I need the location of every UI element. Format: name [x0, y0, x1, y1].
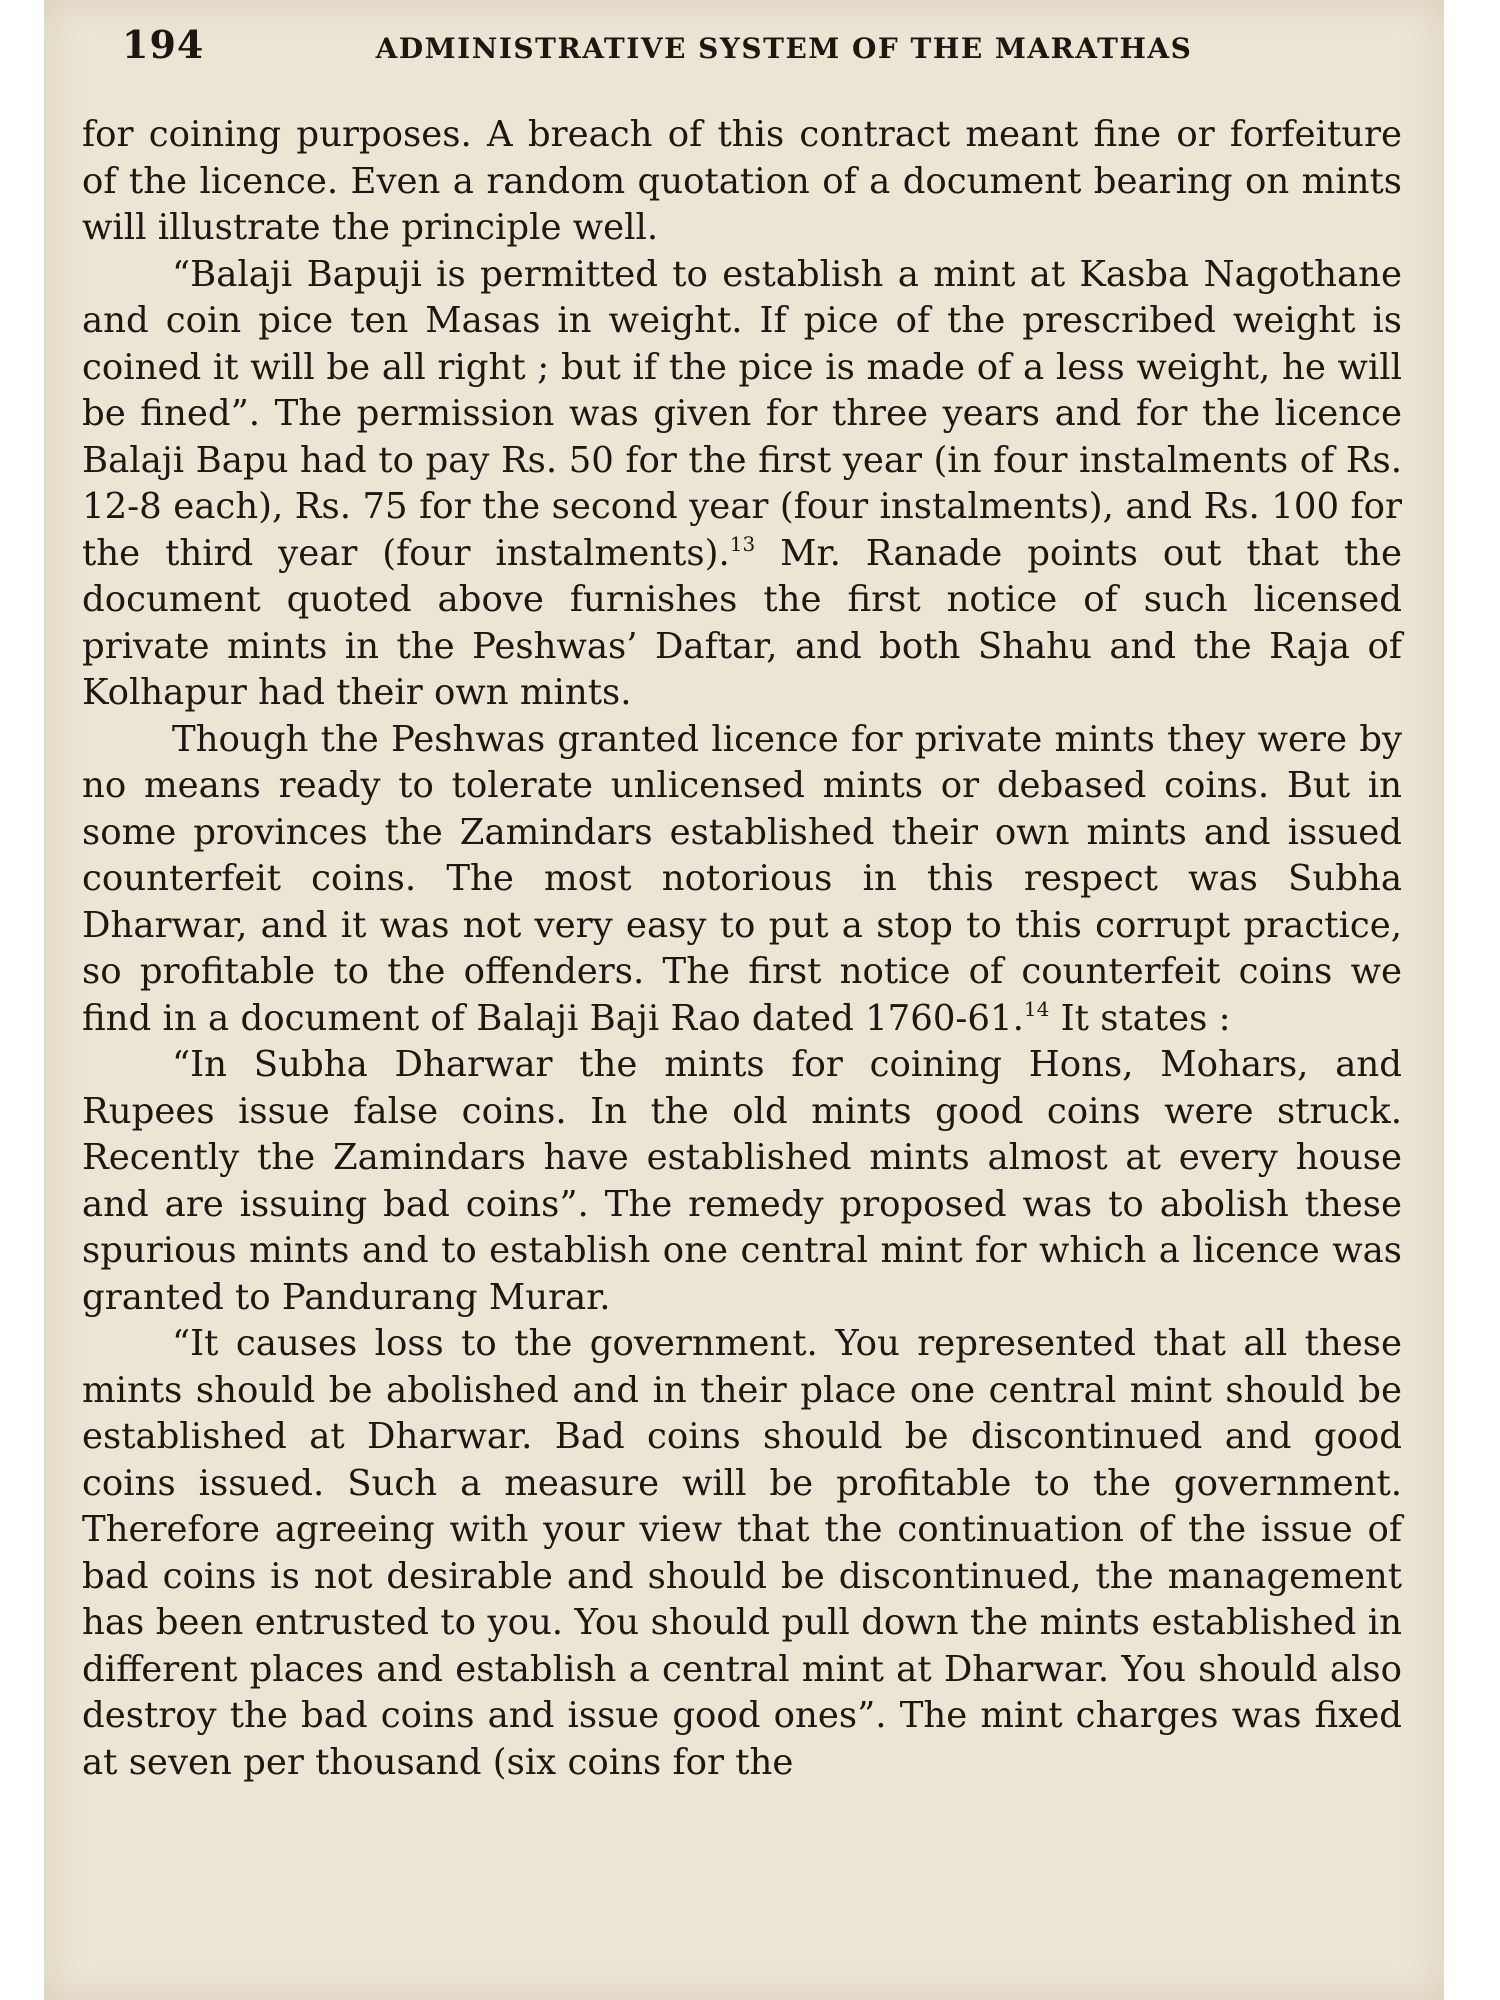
paragraph — [82, 717, 1402, 1043]
running-header — [84, 22, 1404, 72]
paragraph-text: “It causes loss to the government. You represented that all these mints should be abolished and in their place one central mint should be established at Dharwar. Bad coins should be discontinued and good coins issued. Such a measure will be profitable to the government. Therefore agreeing with your view that the continuation of the issue of bad coins is not desirable and should be discontinued, the management has been entrusted to you. You should pull down the mints established in different places and establish a central mint at Dharwar. You should also destroy the bad coins and issue good ones”. The mint charges was fixed at seven per thousand (six coins for the — [82, 1323, 1402, 1783]
paragraph — [82, 1321, 1402, 1786]
paragraph — [82, 252, 1402, 717]
footnote-reference: 13 — [729, 531, 756, 556]
paragraph-text: “Balaji Bapuji is permitted to establish a mint at Kasba Nagothane and coin pice ten Masas in weight. If pice of the prescribed weight is coined it will be all right ; but if the pice is made of a less weight, he will be fined”. The permission was given for three years and for the licence Balaji Bapu had to pay Rs. 50 for the first year (in four instalments of Rs. 12-8 each), Rs. 75 for the second year (four instalments), and Rs. 100 for the third year (four instalments). — [82, 253, 1402, 574]
paragraph-text: for coining purposes. A breach of this contract meant fine or forfeiture of the licence. Even a random quotation of a document bearing on mints will illustrate the principle well. — [82, 114, 1402, 248]
paragraph — [82, 112, 1402, 252]
paragraph — [82, 1042, 1402, 1321]
body-text — [82, 112, 1402, 1786]
paragraph-text: It states : — [1049, 997, 1231, 1039]
paragraph-text: “In Subha Dharwar the mints for coining Hons, Mohars, and Rupees issue false coins. In the old mints good coins were struck. Recently the Zamindars have established mints almost at every house and are issuing bad coins”. The remedy proposed was to abolish these spurious mints and to establish one central mint for which a licence was granted to Pandurang Murar. — [82, 1044, 1402, 1318]
page-number: 194 — [122, 22, 205, 67]
footnote-reference: 14 — [1023, 996, 1050, 1021]
paragraph-text: Though the Peshwas granted licence for private mints they were by no means ready to tolerate unlicensed mints or debased coins. But in some provinces the Zamindars established their own mints and issued counterfeit coins. The most notorious in this respect was Subha Dharwar, and it was not very easy to put a stop to this corrupt practice, so profitable to the offenders. The first notice of counterfeit coins we find in a document of Balaji Baji Rao dated 1760-61. — [82, 718, 1402, 1039]
book-page — [44, 0, 1444, 2000]
running-title: ADMINISTRATIVE SYSTEM OF THE MARATHAS — [375, 32, 1193, 65]
paragraph-text: Mr. Ranade points out that the document quoted above furnishes the first notice of such licensed private mints in the Peshwas’ Daftar, and both Shahu and the Raja of Kolhapur had their own mints. — [82, 532, 1402, 713]
